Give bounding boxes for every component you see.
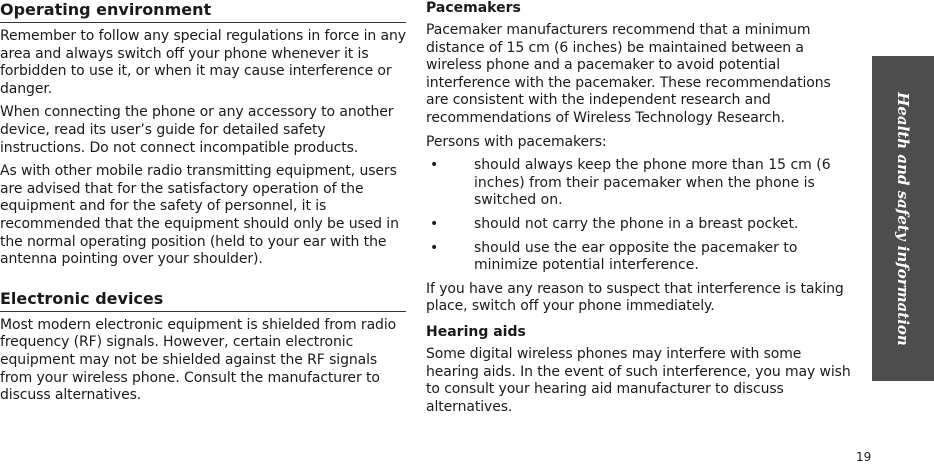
pacemaker-bullet-list — [426, 157, 852, 275]
paragraph-connecting-accessory: When connecting the phone or any accessory to another device, read its user’s guide for detailed safety instructions. Do not connect incompatible products. — [0, 104, 394, 156]
paragraph-hearing-aids: Some digital wireless phones may interfere with some hearing aids. In the event of such interference, you may wish to consult your hearing aid manufacturer to discuss alternatives. — [426, 345, 851, 415]
subheading-hearing-aids: Hearing aids — [426, 323, 526, 340]
right-column — [426, 0, 852, 416]
paragraph-normal-operating-position: As with other mobile radio transmitting equipment, users are advised that for the satisfactory operation of the equipment and for the safety of personnel, it is recommended that the equipment should only be used in the normal operating position (held to your ear with the antenna pointing over your shoulder). — [0, 163, 399, 268]
chapter-side-tab — [872, 56, 934, 381]
paragraph-suspect-interference: If you have any reason to suspect that interference is taking place, switch off your phone immediately. — [426, 280, 844, 315]
bullet-icon: • — [430, 239, 439, 256]
section-heading-electronic-devices: Electronic devices — [0, 289, 406, 312]
list-item: • should use the ear opposite the pacemaker to minimize potential interference. — [430, 239, 798, 274]
list-item: • should always keep the phone more than 15 cm (6 inches) from their pacemaker when the phone is switched on. — [430, 157, 831, 209]
paragraph-pacemaker-distance: Pacemaker manufacturers recommend that a minimum distance of 15 cm (6 inches) be maintained between a wireless phone and a pacemaker to avoid potential interference with the pacemaker. These recommendations are consistent with the independent research and recommendations of Wireless Technology Research. — [426, 22, 831, 126]
list-item: • should not carry the phone in a breast pocket. — [430, 215, 799, 232]
subheading-pacemakers: Pacemakers — [426, 0, 521, 16]
paragraph-special-regulations: Remember to follow any special regulations in force in any area and always switch off your phone whenever it is forbidden to use it, or when it may cause interference or danger. — [0, 28, 406, 97]
paragraph-persons-with-pacemakers: Persons with pacemakers: — [426, 133, 607, 150]
chapter-side-tab-label: Health and safety information — [894, 91, 912, 346]
paragraph-rf-shielding: Most modern electronic equipment is shielded from radio frequency (RF) signals. However, certain electronic equipment may not be shielded against the RF signals from your wireless phone. Consult the manufacturer to discuss alternatives. — [0, 316, 397, 404]
section-heading-operating-environment: Operating environment — [0, 0, 406, 23]
bullet-icon: • — [430, 157, 439, 174]
bullet-icon: • — [430, 215, 439, 232]
page-number: 19 — [856, 450, 872, 464]
left-column — [0, 0, 406, 405]
